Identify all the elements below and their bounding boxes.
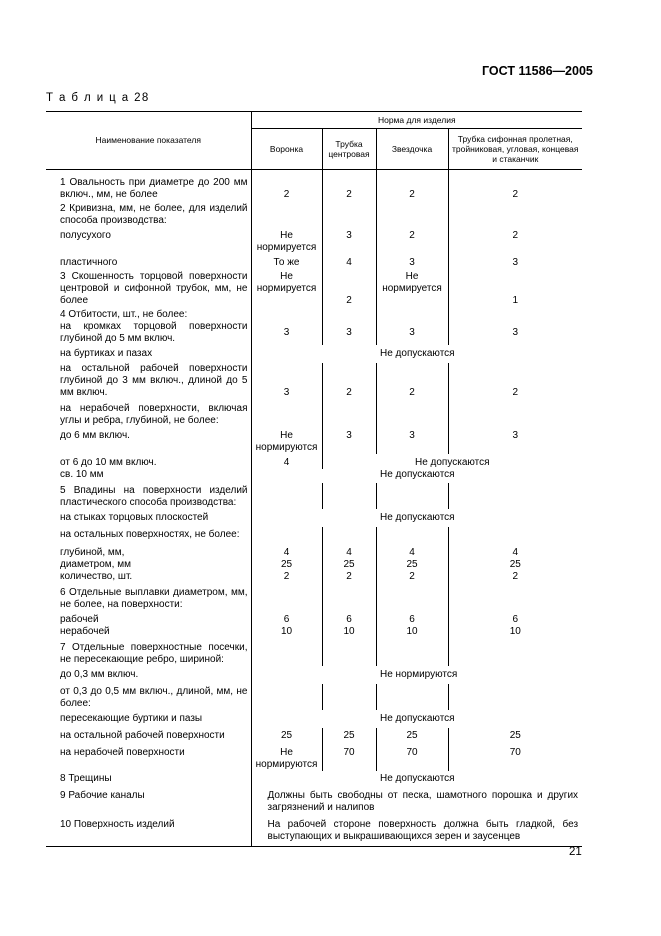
cell-value: 25	[509, 559, 521, 570]
cell-value: 2	[283, 571, 290, 582]
cell-value: 2	[448, 227, 582, 254]
row-label: от 0,3 до 0,5 мм включ., длиной, мм, не более:	[60, 686, 248, 709]
row-label: 10 Поверхность изделий	[60, 819, 175, 830]
cell-value: 25	[280, 559, 293, 570]
table-row	[46, 684, 582, 710]
cell-value: 25	[343, 559, 355, 570]
row-label: 6 Отдельные выплавки диаметром, мм, не более, на поверхности:	[60, 587, 248, 610]
cell-note: На рабочей стороне поверхность должна быть гладкой, без выступающих и выкрашивающихся зерен и заусенцев	[251, 817, 582, 847]
row-label: на остальной рабочей поверхности	[60, 730, 225, 741]
cell-value: 6	[251, 611, 322, 626]
cell-note: Не нормируются	[380, 669, 458, 680]
table-row	[46, 454, 582, 469]
cell-note: Не допускаются	[380, 512, 455, 523]
row-label: на кромках торцовой поверхности глубиной до 5 мм включ.	[60, 321, 248, 344]
row-label: на нерабочей поверхности	[60, 747, 185, 758]
section-1	[46, 170, 582, 202]
row-label: 1 Овальность при диаметре до 200 мм включ., мм, не более	[60, 177, 248, 200]
cell-value: Не нормируется	[251, 227, 322, 254]
table-row	[46, 254, 582, 269]
cell-note: Должны быть свободны от песка, шамотного порошка и других загрязнений и налипов	[251, 788, 582, 817]
row-label: нерабочей	[60, 626, 110, 637]
cell-value: 4	[409, 547, 415, 558]
row-label: пластичного	[60, 257, 118, 268]
cell-value: 3	[376, 321, 448, 345]
row-label: рабочей	[60, 614, 99, 625]
row-label: 5 Впадины на поверхности изделий пластического способа производства:	[60, 485, 248, 508]
table-row	[46, 611, 582, 626]
row-label: 3 Скошенность торцовой поверхности центровой и сифонной трубок, мм, не более	[60, 271, 248, 306]
table-row	[46, 745, 582, 771]
norm-header: Норма для изделия	[251, 112, 582, 129]
table-row	[46, 363, 582, 399]
table-row	[46, 469, 582, 483]
cell-value: 10	[448, 626, 582, 640]
page-number: 21	[569, 846, 582, 858]
cell-value: 3	[448, 321, 582, 345]
row-label: пересекающие буртики и пазы	[60, 713, 203, 724]
row-label: диаметром, мм	[60, 559, 131, 570]
cell-value: 3	[251, 321, 322, 345]
table-row	[46, 345, 582, 363]
cell-value: 4	[346, 547, 352, 558]
cell-note: Не допускаются	[380, 348, 455, 359]
cell-value: 1	[448, 269, 582, 307]
cell-value: 10	[376, 626, 448, 640]
cell-value: 6	[376, 611, 448, 626]
section-9	[46, 788, 582, 817]
cell-note: Не допускаются	[380, 713, 455, 724]
cell-value: 4	[283, 547, 290, 558]
row-label: на остальных поверхностях, не более:	[60, 529, 240, 540]
cell-value: 70	[322, 745, 376, 771]
cell-value: 6	[322, 611, 376, 626]
section-10	[46, 817, 582, 847]
cell-value: 3	[448, 427, 582, 454]
table-row	[46, 728, 582, 745]
cell-value: 4	[251, 454, 322, 469]
table-row	[46, 427, 582, 454]
section-3	[46, 269, 582, 307]
section-2	[46, 201, 582, 227]
row-label: 4 Отбитости, шт., не более:	[60, 309, 188, 320]
table-row	[46, 710, 582, 728]
table-row	[46, 399, 582, 427]
row-label: св. 10 мм	[60, 469, 104, 480]
cell-value: Не нормируются	[251, 427, 322, 454]
cell-value: 3	[448, 254, 582, 269]
cell-note: Не допускаются	[322, 454, 582, 469]
table-row	[46, 227, 582, 254]
cell-value: 3	[322, 227, 376, 254]
cell-value: 6	[448, 611, 582, 626]
row-label: на буртиках и пазах	[60, 348, 153, 359]
cell-value: 3	[322, 427, 376, 454]
section-7	[46, 640, 582, 666]
cell-value: 2	[376, 363, 448, 399]
cell-value: 2	[376, 170, 448, 202]
col-header-star: Звездочка	[376, 129, 448, 170]
cell-value: 2	[322, 363, 376, 399]
cell-value: Не нормируется	[251, 269, 322, 307]
row-label: полусухого	[60, 230, 111, 241]
cell-value: 25	[406, 559, 418, 570]
cell-value: 2	[448, 170, 582, 202]
table-row	[46, 321, 582, 345]
cell-value: 2	[376, 227, 448, 254]
cell-value: 4	[322, 254, 376, 269]
cell-value: 2	[512, 571, 519, 582]
cell-value: 2	[346, 571, 352, 582]
col-header-center-tube: Трубка центровая	[322, 129, 376, 170]
section-8	[46, 771, 582, 788]
cell-value: Не нормируется	[376, 269, 448, 307]
row-label: на нерабочей поверхности, включая углы и ребра, глубиной, не более:	[60, 403, 248, 426]
table-row	[46, 527, 582, 544]
row-label: 2 Кривизна, мм, не более, для изделий способа производства:	[60, 203, 248, 226]
document-id: ГОСТ 11586—2005	[482, 64, 593, 78]
row-label: количество, шт.	[60, 571, 133, 582]
section-5	[46, 483, 582, 509]
cell-value: 25	[251, 728, 322, 745]
table-row	[46, 544, 582, 585]
row-label: от 6 до 10 мм включ.	[60, 457, 157, 468]
param-header: Наименование показателя	[46, 112, 251, 170]
section-6	[46, 585, 582, 611]
cell-value: 3	[376, 427, 448, 454]
table-row	[46, 509, 582, 527]
cell-value: 2	[448, 363, 582, 399]
cell-note: Не допускаются	[380, 469, 455, 480]
cell-value: 25	[448, 728, 582, 745]
cell-value: 70	[448, 745, 582, 771]
row-label: до 6 мм включ.	[60, 430, 130, 441]
row-label: на остальной рабочей поверхности глубиной до 3 мм включ., длиной до 5 мм включ.	[60, 363, 248, 398]
cell-value: 3	[376, 254, 448, 269]
cell-value: 2	[322, 170, 376, 202]
cell-note: Не допускаются	[380, 773, 455, 784]
cell-value: То же	[251, 254, 322, 269]
row-label: 8 Трещины	[60, 773, 112, 784]
cell-value: 3	[322, 321, 376, 345]
row-label: глубиной, мм,	[60, 547, 125, 558]
cell-value: 4	[512, 547, 519, 558]
table-caption: Т а б л и ц а 28	[46, 92, 150, 104]
cell-value: 10	[251, 626, 322, 640]
header-row	[46, 112, 582, 129]
cell-value: 2	[322, 269, 376, 307]
col-header-siphon-tube: Трубка сифонная пролетная, тройниковая, угловая, концевая и стаканчик	[448, 129, 582, 170]
table-row	[46, 666, 582, 684]
row-label: 7 Отдельные поверхностные посечки, не пересекающие ребро, шириной:	[60, 642, 248, 665]
col-header-funnel: Воронка	[251, 129, 322, 170]
row-label: на стыках торцовых плоскостей	[60, 512, 209, 523]
requirements-table	[46, 111, 582, 847]
table-row	[46, 626, 582, 640]
cell-value: 3	[251, 363, 322, 399]
row-label: до 0,3 мм включ.	[60, 669, 139, 680]
cell-value: 2	[409, 571, 415, 582]
cell-value: 25	[376, 728, 448, 745]
cell-value: 10	[322, 626, 376, 640]
cell-value: 25	[322, 728, 376, 745]
cell-value: Не нормируются	[251, 745, 322, 771]
cell-value: 70	[376, 745, 448, 771]
section-4	[46, 307, 582, 321]
row-label: 9 Рабочие каналы	[60, 790, 145, 801]
cell-value: 2	[251, 170, 322, 202]
